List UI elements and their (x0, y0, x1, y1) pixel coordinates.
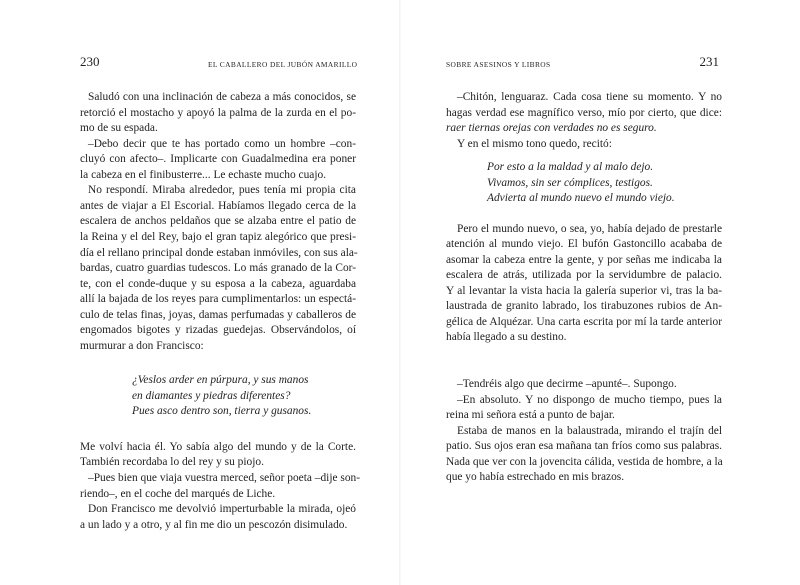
text-line: día el rellano principal donde estaban inmóviles, con sus ala- (80, 247, 358, 259)
poem-line: en diamantes y piedras diferentes? (132, 390, 291, 402)
text-line: –Tendréis algo que decirme –apunté–. Supongo. (457, 378, 677, 390)
text-line: engomados bigotes y rizadas guedejas. Observándolos, oí (80, 324, 356, 336)
text-line: allí la bajada de los reyes para cumplimentarlos: un espectá- (80, 293, 356, 305)
right-page (400, 0, 800, 585)
text-line: Pero el mundo nuevo, o sea, yo, había dejado de prestarle (457, 223, 722, 235)
poem-line: Por esto a la maldad y al malo dejo. (487, 161, 654, 173)
text-line: murmurar a don Francisco: (80, 340, 204, 352)
text-line: te, con el conde-duque y su esposa a la cabeza, aguardaba (80, 278, 356, 290)
text-line: escalera de atrás, utilizada por la servidumbre de palacio. (446, 269, 722, 281)
text-line: –Chitón, lenguaraz. Cada cosa tiene su momento. Y no (457, 91, 722, 103)
text-line: escalera de anchos peldaños que se alzaba entre el patio de (80, 215, 356, 227)
text-line: antes de viajar a El Escorial. Habíamos llegado cerca de la (80, 200, 356, 212)
text-line: –Debo decir que te has portado como un hombre –con- (88, 138, 356, 150)
text-line: que yo había estrechado en mis brazos. (446, 471, 625, 483)
text-line: hagas verdad ese magnífico verso, mío por cierto, que dice: (446, 107, 722, 119)
text-line: reina mi señora está a punto de bajar. (446, 409, 615, 421)
text-line: cluyó con afecto–. Implicarte con Guadalmedina era poner (80, 153, 356, 165)
text-line: Don Francisco me devolvió imperturbable la mirada, ojeó (88, 503, 356, 515)
text-line: culo de telas finas, joyas, damas perfumadas y caballeros de (80, 309, 356, 321)
text-line: Estaba de manos en la balaustrada, mirando el trajín del (457, 425, 722, 437)
text-line: –Pues bien que viaja vuestra merced, señor poeta –dije son- (88, 472, 361, 484)
text-line: laustrada de granito labrado, los tirabuzones rubios de An- (446, 300, 722, 312)
text-line: gélica de Alquézar. Una carta escrita por mí la tarde anterior (446, 316, 722, 328)
text-line: la cabeza en el finibusterre... Le echaste mucho cuajo. (80, 169, 327, 181)
text-line: había llegado a su destino. (446, 331, 567, 343)
text-line: Saludó con una inclinación de cabeza a más conocidos, se (88, 91, 356, 103)
running-head: SOBRE ASESINOS Y LIBROS (446, 60, 551, 69)
poem-line: ¿Veslos arder en púrpura, y sus manos (132, 374, 309, 386)
text-line: mo de su espada. (80, 122, 158, 134)
text-line: atención al mundo viejo. El bufón Gastoncillo acababa de (446, 238, 722, 250)
text-line: Nada que ver con la jovencita cálida, vestida de hombre, a la (446, 456, 723, 468)
text-line: bardas, cuatro guardias tudescos. Lo más granado de la Cor- (80, 262, 356, 274)
poem-line: Vivamos, sin ser cómplices, testigos. (487, 177, 653, 189)
text-line: Y en el mismo tono quedo, recitó: (457, 138, 612, 150)
text-line: Me volví hacia él. Yo sabía algo del mundo y de la Corte. (80, 441, 356, 453)
running-head: EL CABALLERO DEL JUBÓN AMARILLO (208, 60, 358, 69)
poem-line: Advierta al mundo nuevo el mundo viejo. (487, 192, 675, 204)
text-line: También recordaba lo del rey y su piojo. (80, 456, 264, 468)
text-line: riendo–, en el coche del marqués de Liche. (80, 488, 276, 500)
page-number: 231 (699, 54, 719, 69)
text-line: retorció el mostacho y apoyó la palma de la zurda en el po- (80, 107, 356, 119)
text-line: asomar la cabeza entre la gente, y por señas me indicaba la (446, 254, 722, 266)
text-line: a un lado y a otro, y al fin me dio un pescozón disimulado. (80, 519, 348, 531)
text-line: raer tiernas orejas con verdades no es seguro. (446, 122, 657, 134)
text-line: Y al levantar la vista hacia la galería superior vi, tras la ba- (446, 285, 722, 297)
page-number: 230 (80, 54, 100, 69)
text-line: –En absoluto. Y no dispongo de mucho tiempo, pues la (457, 394, 722, 406)
poem-line: Pues asco dentro son, tierra y gusanos. (132, 405, 312, 417)
text-line: patio. Sus ojos eran esa mañana tan fríos como sus palabras. (446, 440, 722, 452)
text-line: la Reina y el del Rey, bajo el gran tapiz alegórico que presi- (80, 231, 356, 243)
text-line: No respondí. Miraba alrededor, pues tenía mi propia cita (88, 184, 356, 196)
